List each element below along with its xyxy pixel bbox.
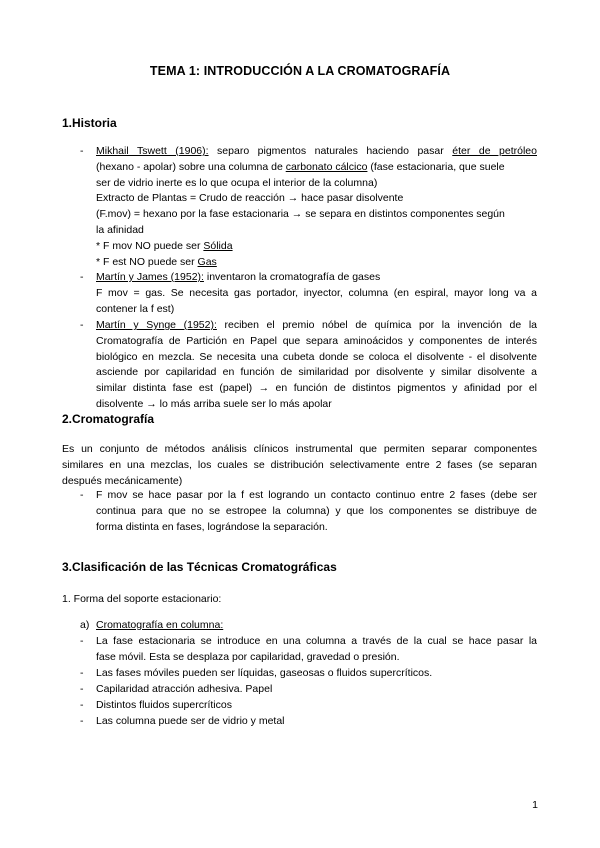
- section-heading-clasificacion: 3.Clasificación de las Técnicas Cromatográficas: [62, 560, 337, 574]
- bullet-line: La fase estacionaria se introduce en una columna a través de la cual se hace pasar la: [96, 635, 537, 647]
- bullet-line: Mikhail Tswett (1906): separo pigmentos naturales haciendo pasar éter de petróleo: [96, 145, 537, 157]
- bullet-dash: -: [80, 271, 84, 283]
- bullet-line: la afinidad: [96, 223, 144, 236]
- bullet-f-mov: [96, 488, 537, 535]
- bullet-line: Cromatografía de Partición en Papel que separa aminoácidos y componentes de interés: [96, 334, 537, 347]
- bullet-line: F mov = gas. Se necesita gas portador, inyector, columna (en espiral, mayor long va a: [96, 286, 537, 299]
- bullet-line: * F mov NO puede ser Sólida: [96, 239, 233, 252]
- paragraph-line: después mecánicamente): [62, 474, 183, 487]
- bullet-line: disolvente → lo más arriba suele ser lo más apolar: [96, 397, 332, 410]
- bullet-dash: -: [80, 489, 84, 501]
- subheading-forma-soporte: 1. Forma del soporte estacionario:: [62, 593, 222, 605]
- bullet-dash: -: [80, 145, 84, 157]
- bullet-dash: -: [80, 699, 84, 711]
- section-heading-historia: 1.Historia: [62, 116, 117, 130]
- bullet-martin-synge: [96, 318, 537, 413]
- bullet-line: continua para que no se estropee la columna) y que los componentes se distribuye de: [96, 504, 537, 517]
- bullet-line: Martín y James (1952): inventaron la cromatografía de gases: [96, 271, 381, 283]
- bullet-dash: -: [80, 683, 84, 695]
- bullet-line: (hexano - apolar) sobre una columna de carbonato cálcico (fase estacionaria, que suele: [96, 160, 505, 173]
- bullet-line: * F est NO puede ser Gas: [96, 255, 217, 268]
- list-item: Distintos fluidos supercríticos: [96, 699, 232, 711]
- bullet-dash: -: [80, 715, 84, 727]
- definition-paragraph: [62, 442, 537, 489]
- list-label-a: a): [80, 619, 90, 631]
- bullet-line: Martín y Synge (1952): reciben el premio nóbel de química por la invención de la: [96, 319, 537, 331]
- bullet-line: (F.mov) = hexano por la fase estacionaria → se separa en distintos componentes según: [96, 208, 505, 221]
- bullet-line: similar distinta fase est (papel) → en función de distintos pigmentos y afinidad por el: [96, 382, 537, 395]
- bullet-line: F mov se hace pasar por la f est logrando un contacto continuo entre 2 fases (debe ser: [96, 489, 537, 501]
- subsection-title-columna: Cromatografía en columna:: [96, 619, 224, 631]
- page-title: TEMA 1: INTRODUCCIÓN A LA CROMATOGRAFÍA: [149, 64, 451, 78]
- bullet-line: forma distinta en fases, lográndose la separación.: [96, 520, 328, 533]
- bullet-line: Extracto de Plantas = Crudo de reacción → hace pasar disolvente: [96, 192, 404, 205]
- bullet-dash: -: [80, 667, 84, 679]
- bullet-martin-james: [96, 270, 537, 317]
- paragraph-line: similares en una mezclas, los cuales se distribución selectivamente entre 2 fases (se separan: [62, 458, 537, 471]
- list-item: Capilaridad atracción adhesiva. Papel: [96, 683, 273, 695]
- page-number: 1: [532, 799, 538, 811]
- list-item: Las fases móviles pueden ser líquidas, gaseosas o fluidos supercríticos.: [96, 667, 433, 679]
- bullet-dash: -: [80, 635, 84, 647]
- list-item: Las columna puede ser de vidrio y metal: [96, 715, 285, 727]
- bullet-dash: -: [80, 319, 84, 331]
- bullet-line: fase móvil. Esta se desplaza por capilaridad, gravedad o presión.: [96, 650, 400, 663]
- bullet-line: ser de vidrio inerte es lo que ocupa el interior de la columna): [96, 176, 378, 189]
- bullet-line: biológico en mezcla. Se necesita una cubeta donde se coloca el disolvente - el disolvente: [96, 350, 537, 363]
- bullet-line: contener la f est): [96, 302, 175, 315]
- list-item: [96, 634, 537, 666]
- bullet-line: asciende por capilaridad en función de similaridad por disolvente y similar disolvente a: [96, 366, 537, 379]
- bullet-tswett: [96, 144, 537, 270]
- paragraph-line: Es un conjunto de métodos análisis clínicos instrumental que permiten separar componentes: [62, 443, 537, 455]
- section-heading-cromatografia: 2.Cromatografía: [62, 412, 155, 426]
